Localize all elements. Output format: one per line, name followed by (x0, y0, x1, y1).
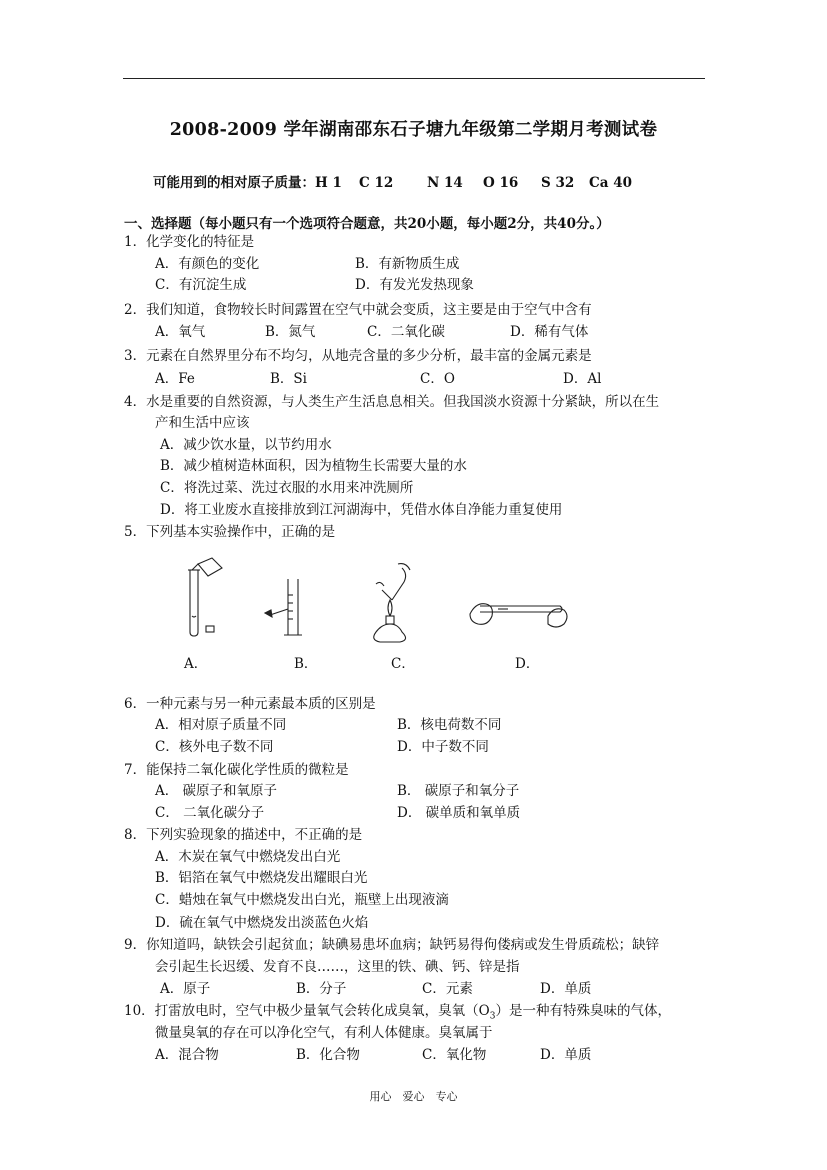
q7-option-b: B． 碳原子和氧分子 (397, 783, 520, 799)
q1-option-a: A．有颜色的变化 (155, 256, 260, 272)
q9-stem-line2: 会引起生长迟缓、发育不良……，这里的铁、碘、钙、锌是指 (155, 959, 520, 975)
q8-option-a: A．木炭在氧气中燃烧发出白光 (155, 849, 341, 865)
q10-stem-part2: ）是一种有特殊臭味的气体， (495, 1003, 671, 1019)
q4-stem-line1: 4．水是重要的自然资源，与人类生产生活息息相关。但我国淡水资源十分紧缺，所以在生 (124, 394, 660, 410)
q1-option-c: C．有沉淀生成 (155, 277, 247, 293)
q8-stem: 8．下列实验现象的描述中，不正确的是 (124, 827, 363, 843)
q4-option-d: D．将工业废水直接排放到江河湖海中，凭借水体自净能力重复使用 (160, 502, 563, 518)
q9-option-c: C．元素 (422, 981, 473, 997)
figure-a-label: A． (184, 656, 208, 672)
q3-option-b: B．Si (270, 371, 307, 387)
atomic-mass-s: S 32 (541, 175, 575, 191)
q10-option-d: D．单质 (540, 1047, 592, 1063)
q5-stem: 5．下列基本实验操作中，正确的是 (124, 524, 336, 540)
figure-c-label: C． (391, 656, 415, 672)
q3-stem: 3．元素在自然界里分布不均匀，从地壳含量的多少分析，最丰富的金属元素是 (124, 348, 592, 364)
figure-a-pouring-icon (176, 556, 226, 640)
figure-c-alcohol-lamp-icon (362, 560, 418, 646)
q1-option-b: B．有新物质生成 (355, 256, 460, 272)
figure-d-label: D． (515, 656, 540, 672)
q9-stem-line1: 9．你知道吗，缺铁会引起贫血；缺碘易患坏血病；缺钙易得佝偻病或发生骨质疏松；缺锌 (124, 937, 660, 953)
q7-option-c: C． 二氧化碳分子 (155, 805, 265, 821)
atomic-mass-c: C 12 (359, 175, 394, 191)
q2-option-c: C．二氧化碳 (367, 324, 445, 340)
q3-option-a: A．Fe (155, 371, 195, 387)
q6-option-b: B．核电荷数不同 (397, 717, 502, 733)
q8-option-c: C．蜡烛在氧气中燃烧发出白光，瓶壁上出现液滴 (155, 892, 449, 908)
q10-subscript: 3 (489, 1011, 496, 1022)
q2-stem: 2．我们知道，食物较长时间露置在空气中就会变质，这主要是由于空气中含有 (124, 302, 592, 318)
q7-stem: 7．能保持二氧化碳化学性质的微粒是 (124, 762, 349, 778)
q9-option-a: A．原子 (160, 981, 211, 997)
page-title: 2008-2009 学年湖南邵东石子塘九年级第二学期月考测试卷 (169, 120, 658, 140)
q10-option-c: C．氧化物 (422, 1047, 487, 1063)
atomic-mass-line (153, 171, 632, 191)
atomic-mass-h: H 1 (315, 175, 342, 191)
figure-d-test-tube-icon (468, 594, 572, 636)
atomic-mass-ca: Ca 40 (589, 175, 632, 191)
q9-option-d: D．单质 (540, 981, 592, 997)
q8-option-b: B．铝箔在氧气中燃烧发出耀眼白光 (155, 870, 368, 886)
atomic-mass-label: 可能用到的相对原子质量： (153, 175, 315, 191)
q7-option-a: A． 碳原子和氧原子 (155, 783, 278, 799)
q6-stem: 6．一种元素与另一种元素最本质的区别是 (124, 696, 376, 712)
q4-option-c: C．将洗过菜、洗过衣服的水用来冲洗厕所 (160, 480, 414, 496)
header-rule (123, 78, 705, 79)
section-heading: 一、选择题（每小题只有一个选项符合题意，共20小题，每小题2分，共40分。） (124, 216, 610, 232)
q2-option-b: B．氮气 (265, 324, 316, 340)
figure-b-cylinder-icon (262, 575, 312, 641)
q6-option-c: C．核外电子数不同 (155, 739, 274, 755)
page-footer: 用心 爱心 专心 (369, 1090, 458, 1103)
q10-option-a: A．混合物 (155, 1047, 219, 1063)
q1-stem: 1．化学变化的特征是 (124, 234, 255, 250)
q10-stem-part1: 10．打雷放电时，空气中极少量氧气会转化成臭氧，臭氧（O (124, 1003, 490, 1019)
q9-option-b: B．分子 (296, 981, 347, 997)
q6-option-a: A．相对原子质量不同 (155, 717, 287, 733)
q3-option-c: C．O (420, 371, 455, 387)
q1-option-d: D．有发光发热现象 (355, 277, 474, 293)
q4-option-a: A．减少饮水量，以节约用水 (160, 437, 332, 453)
q7-option-d: D． 碳单质和氧单质 (397, 805, 521, 821)
q10-stem-line2: 微量臭氧的存在可以净化空气，有利人体健康。臭氧属于 (155, 1025, 493, 1041)
atomic-mass-n: N 14 (427, 175, 463, 191)
q2-option-d: D．稀有气体 (510, 324, 589, 340)
atomic-mass-o: O 16 (483, 175, 519, 191)
q8-option-d: D．硫在氧气中燃烧发出淡蓝色火焰 (155, 915, 369, 931)
q3-option-d: D．Al (563, 371, 602, 387)
q4-stem-line2: 产和生活中应该 (155, 415, 250, 431)
q6-option-d: D．中子数不同 (397, 739, 489, 755)
figure-b-label: B． (294, 656, 318, 672)
q4-option-b: B．减少植树造林面积，因为植物生长需要大量的水 (160, 458, 467, 474)
q2-option-a: A．氧气 (155, 324, 206, 340)
q10-option-b: B．化合物 (296, 1047, 360, 1063)
